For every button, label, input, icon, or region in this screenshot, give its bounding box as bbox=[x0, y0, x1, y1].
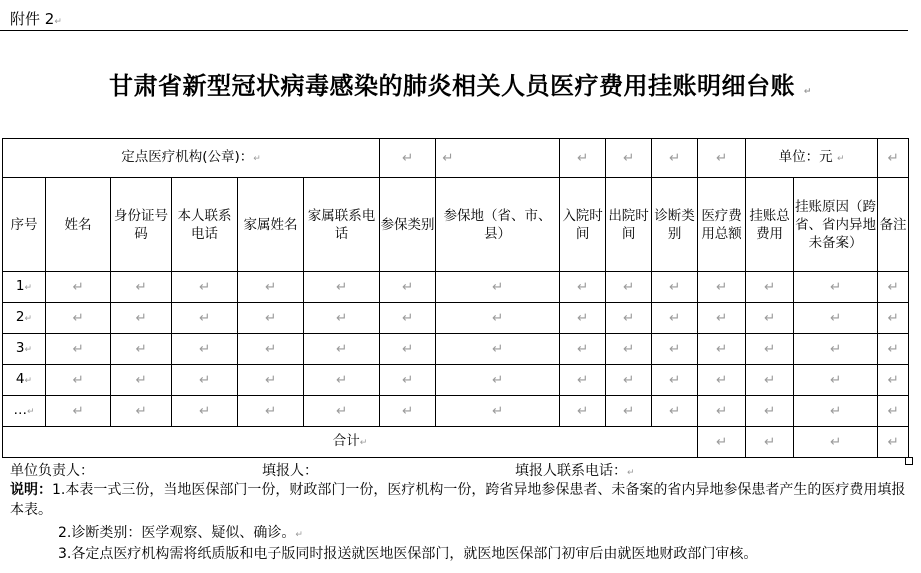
org-row bbox=[3, 139, 909, 178]
blank-cell: ↵ bbox=[304, 396, 380, 427]
blank-cell: ↵ bbox=[436, 139, 560, 178]
signature-line bbox=[10, 460, 635, 480]
row-number-cell: 2↵ bbox=[3, 303, 46, 334]
blank-cell: ↵ bbox=[46, 396, 111, 427]
blank-cell: ↵ bbox=[238, 334, 304, 365]
table-row bbox=[3, 303, 909, 334]
blank-cell: ↵ bbox=[606, 303, 652, 334]
header-cell: 身份证号码 bbox=[111, 178, 172, 272]
top-border bbox=[0, 30, 908, 31]
filler-phone-label: 填报人联系电话：↵ bbox=[515, 463, 635, 479]
header-cell: 诊断类别 bbox=[652, 178, 698, 272]
blank-cell: ↵ bbox=[652, 139, 698, 178]
header-cell: 参保地（省、市、县） bbox=[436, 178, 560, 272]
header-cell: 入院时间 bbox=[560, 178, 606, 272]
blank-cell: ↵ bbox=[652, 334, 698, 365]
page-title: 甘肃省新型冠状病毒感染的肺炎相关人员医疗费用挂账明细台账 ↵ bbox=[109, 71, 812, 100]
blank-cell: ↵ bbox=[46, 334, 111, 365]
blank-cell: ↵ bbox=[46, 365, 111, 396]
blank-cell: ↵ bbox=[172, 272, 238, 303]
note-3: 3.各定点医疗机构需将纸质版和电子版同时报送就医地医保部门，就医地医保部门初审后由就医地财政部门审核。 bbox=[58, 546, 758, 562]
header-cell: 挂账总费用 bbox=[746, 178, 794, 272]
table-row bbox=[3, 334, 909, 365]
header-cell: 家属联系电话 bbox=[304, 178, 380, 272]
blank-cell: ↵ bbox=[380, 303, 436, 334]
blank-cell: ↵ bbox=[746, 303, 794, 334]
blank-cell: ↵ bbox=[878, 303, 909, 334]
filler-label: 填报人： bbox=[262, 463, 318, 479]
header-cell: 家属姓名 bbox=[238, 178, 304, 272]
blank-cell: ↵ bbox=[436, 272, 560, 303]
blank-cell: ↵ bbox=[560, 272, 606, 303]
blank-cell: ↵ bbox=[746, 334, 794, 365]
data-rows bbox=[3, 272, 909, 427]
total-row bbox=[3, 427, 909, 458]
row-number-cell: 3↵ bbox=[3, 334, 46, 365]
blank-cell: ↵ bbox=[794, 427, 878, 458]
note-2: 2.诊断类别：医学观察、疑似、确诊。↵ bbox=[58, 525, 303, 541]
blank-cell: ↵ bbox=[111, 365, 172, 396]
header-row bbox=[3, 178, 909, 272]
table-row bbox=[3, 365, 909, 396]
blank-cell: ↵ bbox=[698, 303, 746, 334]
blank-cell: ↵ bbox=[698, 334, 746, 365]
blank-cell: ↵ bbox=[606, 272, 652, 303]
org-label-cell: 定点医疗机构(公章)：↵ bbox=[3, 139, 380, 178]
blank-cell: ↵ bbox=[698, 396, 746, 427]
blank-cell: ↵ bbox=[746, 427, 794, 458]
blank-cell: ↵ bbox=[111, 303, 172, 334]
blank-cell: ↵ bbox=[380, 365, 436, 396]
blank-cell: ↵ bbox=[606, 396, 652, 427]
blank-cell: ↵ bbox=[794, 272, 878, 303]
note-1: 说明：1.本表一式三份，当地医保部门一份，财政部门一份，医疗机构一份，跨省异地参保患者、未备案的省内异地参保患者产生的医疗费用填报本表。 bbox=[10, 482, 906, 518]
blank-cell: ↵ bbox=[304, 365, 380, 396]
header-cell: 备注 bbox=[878, 178, 909, 272]
blank-cell: ↵ bbox=[304, 303, 380, 334]
blank-cell: ↵ bbox=[380, 139, 436, 178]
blank-cell: ↵ bbox=[304, 272, 380, 303]
blank-cell: ↵ bbox=[878, 427, 909, 458]
blank-cell: ↵ bbox=[698, 427, 746, 458]
blank-cell: ↵ bbox=[560, 139, 606, 178]
table-row bbox=[3, 396, 909, 427]
responsible-label: 单位负责人： bbox=[10, 463, 94, 479]
blank-cell: ↵ bbox=[698, 365, 746, 396]
table-row bbox=[3, 272, 909, 303]
header-cell: 本人联系电话 bbox=[172, 178, 238, 272]
blank-cell: ↵ bbox=[698, 272, 746, 303]
header-cell: 出院时间 bbox=[606, 178, 652, 272]
blank-cell: ↵ bbox=[172, 396, 238, 427]
header-cell: 姓名 bbox=[46, 178, 111, 272]
blank-cell: ↵ bbox=[878, 334, 909, 365]
blank-cell: ↵ bbox=[436, 365, 560, 396]
blank-cell: ↵ bbox=[111, 272, 172, 303]
header-cell: 参保类别 bbox=[380, 178, 436, 272]
blank-cell: ↵ bbox=[794, 396, 878, 427]
ledger-table bbox=[2, 138, 909, 458]
blank-cell: ↵ bbox=[111, 334, 172, 365]
blank-cell: ↵ bbox=[172, 365, 238, 396]
blank-cell: ↵ bbox=[111, 396, 172, 427]
blank-cell: ↵ bbox=[746, 396, 794, 427]
blank-cell: ↵ bbox=[46, 272, 111, 303]
blank-cell: ↵ bbox=[560, 365, 606, 396]
blank-cell: ↵ bbox=[238, 272, 304, 303]
blank-cell: ↵ bbox=[238, 303, 304, 334]
blank-cell: ↵ bbox=[652, 272, 698, 303]
unit-cell: 单位：元 ↵ bbox=[746, 139, 878, 178]
total-label-cell: 合计↵ bbox=[3, 427, 698, 458]
blank-cell: ↵ bbox=[652, 396, 698, 427]
blank-cell: ↵ bbox=[172, 334, 238, 365]
blank-cell: ↵ bbox=[380, 334, 436, 365]
blank-cell: ↵ bbox=[436, 396, 560, 427]
blank-cell: ↵ bbox=[436, 334, 560, 365]
blank-cell: ↵ bbox=[652, 365, 698, 396]
row-number-cell: …↵ bbox=[3, 396, 46, 427]
blank-cell: ↵ bbox=[878, 365, 909, 396]
blank-cell: ↵ bbox=[746, 272, 794, 303]
row-number-cell: 4↵ bbox=[3, 365, 46, 396]
resize-handle[interactable] bbox=[905, 457, 913, 465]
blank-cell: ↵ bbox=[878, 139, 909, 178]
blank-cell: ↵ bbox=[698, 139, 746, 178]
attachment-label: 附件 2↵ bbox=[10, 10, 62, 28]
header-cell: 序号 bbox=[3, 178, 46, 272]
blank-cell: ↵ bbox=[652, 303, 698, 334]
blank-cell: ↵ bbox=[560, 334, 606, 365]
blank-cell: ↵ bbox=[606, 139, 652, 178]
blank-cell: ↵ bbox=[606, 334, 652, 365]
blank-cell: ↵ bbox=[436, 303, 560, 334]
blank-cell: ↵ bbox=[794, 365, 878, 396]
blank-cell: ↵ bbox=[606, 365, 652, 396]
blank-cell: ↵ bbox=[878, 272, 909, 303]
blank-cell: ↵ bbox=[380, 272, 436, 303]
blank-cell: ↵ bbox=[560, 396, 606, 427]
blank-cell: ↵ bbox=[172, 303, 238, 334]
header-cell: 医疗费用总额 bbox=[698, 178, 746, 272]
row-number-cell: 1↵ bbox=[3, 272, 46, 303]
header-cell: 挂账原因（跨省、省内异地未备案） bbox=[794, 178, 878, 272]
blank-cell: ↵ bbox=[794, 303, 878, 334]
blank-cell: ↵ bbox=[560, 303, 606, 334]
blank-cell: ↵ bbox=[304, 334, 380, 365]
blank-cell: ↵ bbox=[380, 396, 436, 427]
blank-cell: ↵ bbox=[746, 365, 794, 396]
blank-cell: ↵ bbox=[878, 396, 909, 427]
blank-cell: ↵ bbox=[238, 365, 304, 396]
blank-cell: ↵ bbox=[46, 303, 111, 334]
blank-cell: ↵ bbox=[238, 396, 304, 427]
blank-cell: ↵ bbox=[794, 334, 878, 365]
